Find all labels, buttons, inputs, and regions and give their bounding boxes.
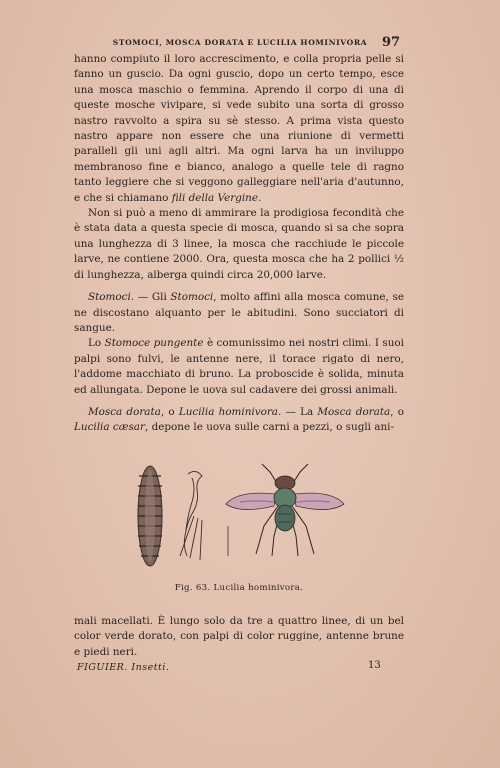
- paragraph-continuation-lower: mali macellati. È lungo solo da tre a quattro linee, di un bel color verde dorato, con palpi di color ruggine, antenne brune e piedi neri.: [74, 615, 404, 658]
- mouthpart-drawing: [180, 471, 202, 560]
- paragraph-mosca-dorata: Mosca dorata, o Lucilia hominivora. — La Mosca dorata, o Lucilia cæsar, depone le uova sulle carni a pezzi, o sugli ani-: [74, 405, 404, 434]
- fly-drawing: [226, 464, 344, 556]
- footer-author: FIGUIER. Insetti.: [77, 662, 170, 673]
- paragraph-continuation: hanno compiuto il loro accrescimento, e colla propria pelle si fanno un guscio. Da ogni guscio, dopo un certo tempo, esce una mosca maschio o femmina. Aprendo il corpo di una di queste mosche vivipare, si vede subito una sorta di grosso nastro ravvolto a spira su sè stesso. A prima vista questo nastro appare non essere che una riunione di vermetti paralleli gli uni agli altri. Ma ogni larva ha un inviluppo membranoso fine e bianco, analogo a quelle tele di ragno tanto leggiere che si veggono galleggiare nell'aria d'autunno, e che si chiamano fili della Vergine.: [74, 53, 404, 204]
- footer-signature: 13: [368, 660, 381, 671]
- paragraph-fecundity: Non si può a meno di ammirare la prodigiosa fecondità che è stata data a questa specie di mosca, quando si sa che sopra una lunghezza di 3 linee, la mosca che racchiude le piccole larve, ne contiene 2000. Ora, questa mosca che ha 2 pollici ½ di lunghezza, alberga quindi circa 20,000 larve.: [74, 207, 404, 281]
- page-number: 97: [382, 35, 401, 50]
- body-text-upper: [74, 52, 404, 436]
- paragraph-stomoce-pungente: Lo Stomoce pungente è comunissimo nei nostri climi. I suoi palpi sono fulvi, le antenne nere, il torace rigato di nero, l'addome macchiato di bruno. La proboscide è solida, minuta ed allungata. Depone le uova sul cadavere dei grossi animali.: [74, 337, 404, 396]
- running-header: STOMOCI, MOSCA DORATA E LUCILIA HOMINIVORA: [112, 38, 368, 47]
- larva-drawing: [138, 466, 162, 566]
- lucilia-engraving: [128, 456, 358, 576]
- body-text-lower: [74, 614, 404, 660]
- figure-caption: Fig. 63. Lucilia hominivora.: [174, 583, 304, 593]
- figure-lucilia-illustration: [128, 456, 358, 576]
- paragraph-stomoci: Stomoci. — Gli Stomoci, molto affini alla mosca comune, se ne discostano alquanto per le abitudini. Sono succiatori di sangue.: [74, 291, 404, 334]
